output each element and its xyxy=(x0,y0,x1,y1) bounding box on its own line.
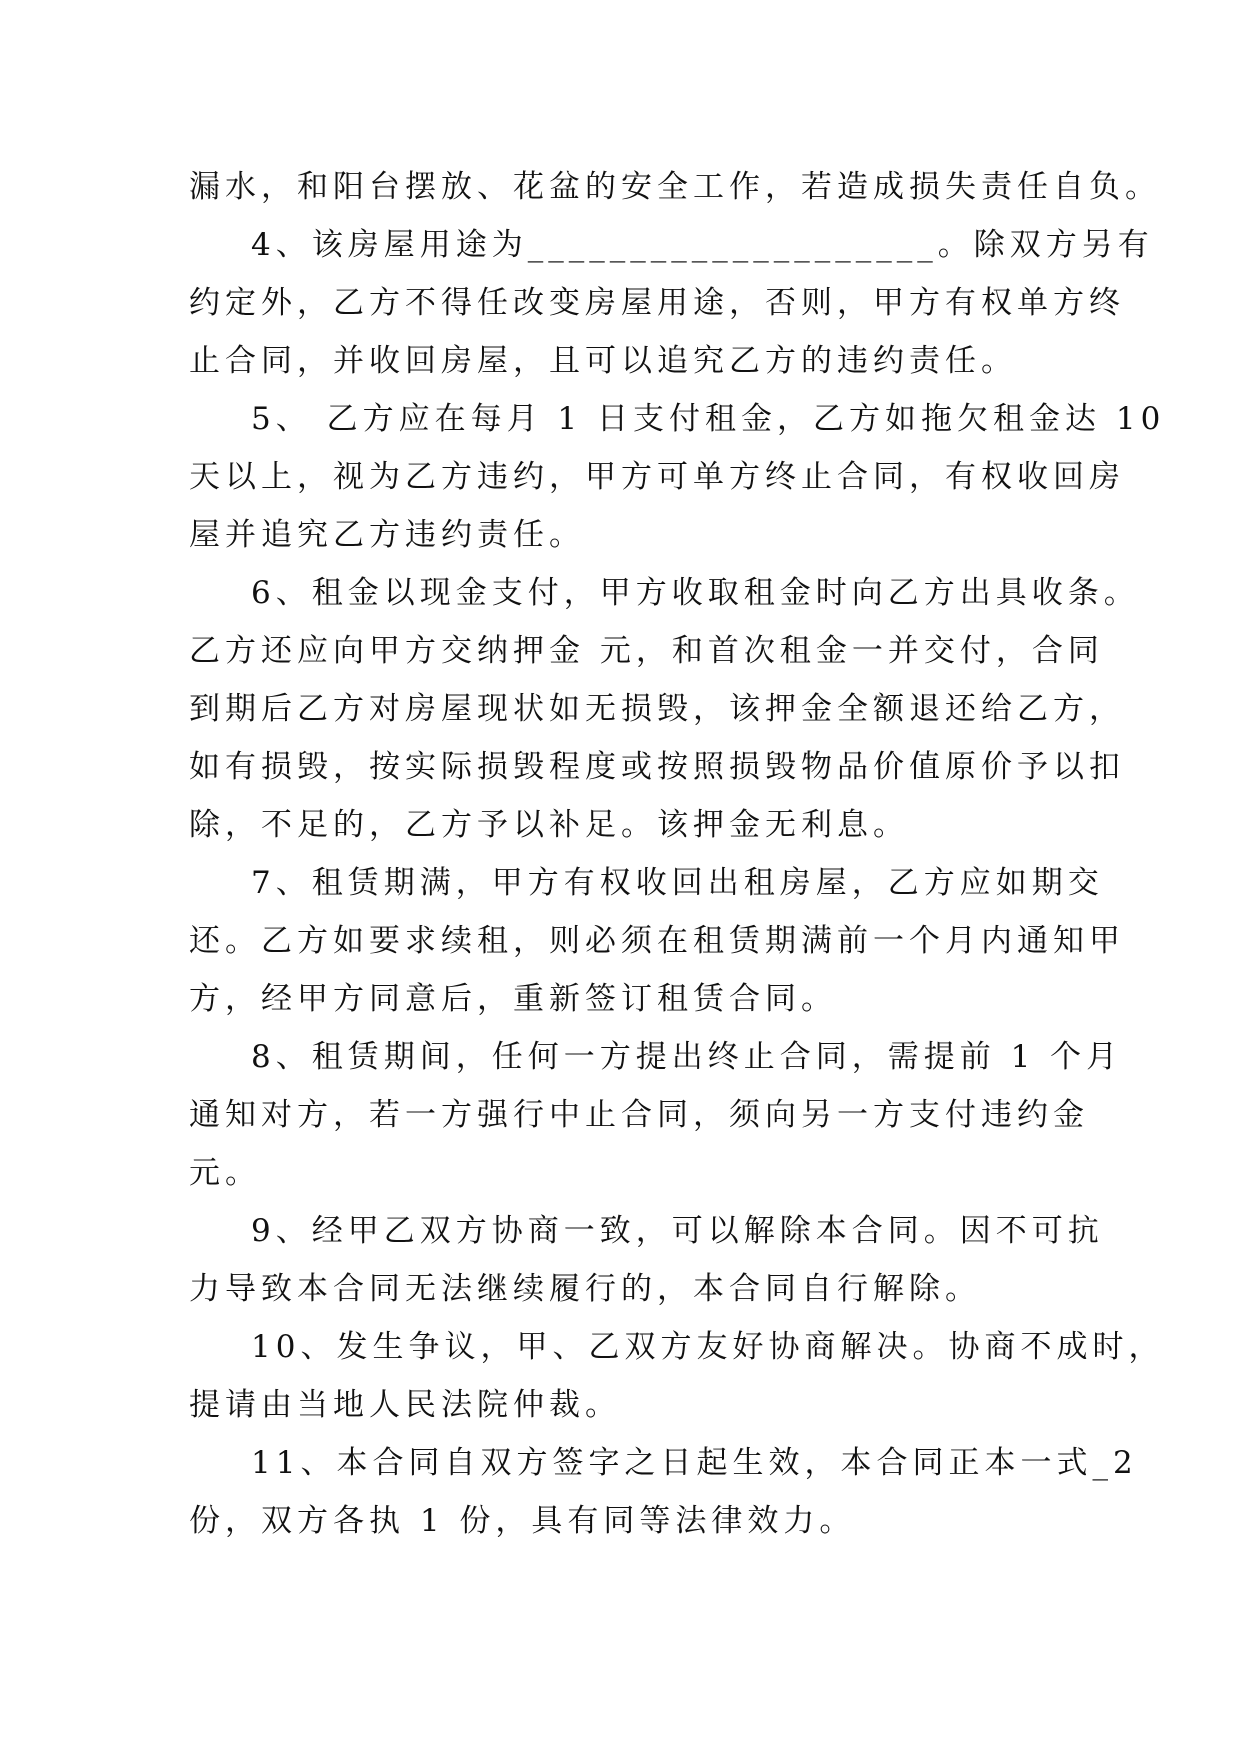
text-line: 止合同，并收回房屋，且可以追究乙方的违约责任。 xyxy=(189,343,1017,379)
text-line: 除，不足的，乙方予以补足。该押金无利息。 xyxy=(189,807,909,843)
contract-text xyxy=(189,158,1166,1550)
text-line: 通知对方，若一方强行中止合同，须向另一方支付违约金 xyxy=(189,1097,1089,1133)
text-line: 还。乙方如要求续租，则必须在租赁期满前一个月内通知甲 xyxy=(189,923,1125,959)
text-line: 力导致本合同无法继续履行的，本合同自行解除。 xyxy=(189,1271,981,1307)
text-line: 约定外，乙方不得任改变房屋用途，否则，甲方有权单方终 xyxy=(189,285,1125,321)
clause-7-line: 7、租赁期满，甲方有权收回出租房屋，乙方应如期交 xyxy=(251,865,1104,901)
text-line: 乙方还应向甲方交纳押金 元，和首次租金一并交付，合同 xyxy=(189,633,1104,669)
clause-4-line: 4、该房屋用途为____________________。除双方另有 xyxy=(251,227,1154,263)
text-line: 到期后乙方对房屋现状如无损毁，该押金全额退还给乙方， xyxy=(189,691,1125,727)
text-line: 屋并追究乙方违约责任。 xyxy=(189,517,585,553)
text-line: 方，经甲方同意后，重新签订租赁合同。 xyxy=(189,981,837,1017)
text-line: 元。 xyxy=(189,1155,261,1191)
text-line: 份，双方各执 1 份，具有同等法律效力。 xyxy=(189,1503,856,1539)
clause-9-line: 9、经甲乙双方协商一致，可以解除本合同。因不可抗 xyxy=(251,1213,1104,1249)
text-line: 提请由当地人民法院仲裁。 xyxy=(189,1387,621,1423)
clause-6-line: 6、租金以现金支付，甲方收取租金时向乙方出具收条。 xyxy=(251,575,1140,611)
text-line: 漏水，和阳台摆放、花盆的安全工作，若造成损失责任自负。 xyxy=(189,169,1161,205)
clause-10-line: 10、发生争议，甲、乙双方友好协商解决。协商不成时， xyxy=(251,1329,1165,1365)
clause-5-line: 5、 乙方应在每月 1 日支付租金，乙方如拖欠租金达 10 xyxy=(251,401,1166,437)
text-line: 天以上，视为乙方违约，甲方可单方终止合同，有权收回房 xyxy=(189,459,1125,495)
text-line: 如有损毁，按实际损毁程度或按照损毁物品价值原价予以扣 xyxy=(189,749,1125,785)
clause-11-line: 11、本合同自双方签字之日起生效，本合同正本一式_2 xyxy=(251,1445,1138,1481)
clause-8-line: 8、租赁期间，任何一方提出终止合同，需提前 1 个月 xyxy=(251,1039,1123,1075)
